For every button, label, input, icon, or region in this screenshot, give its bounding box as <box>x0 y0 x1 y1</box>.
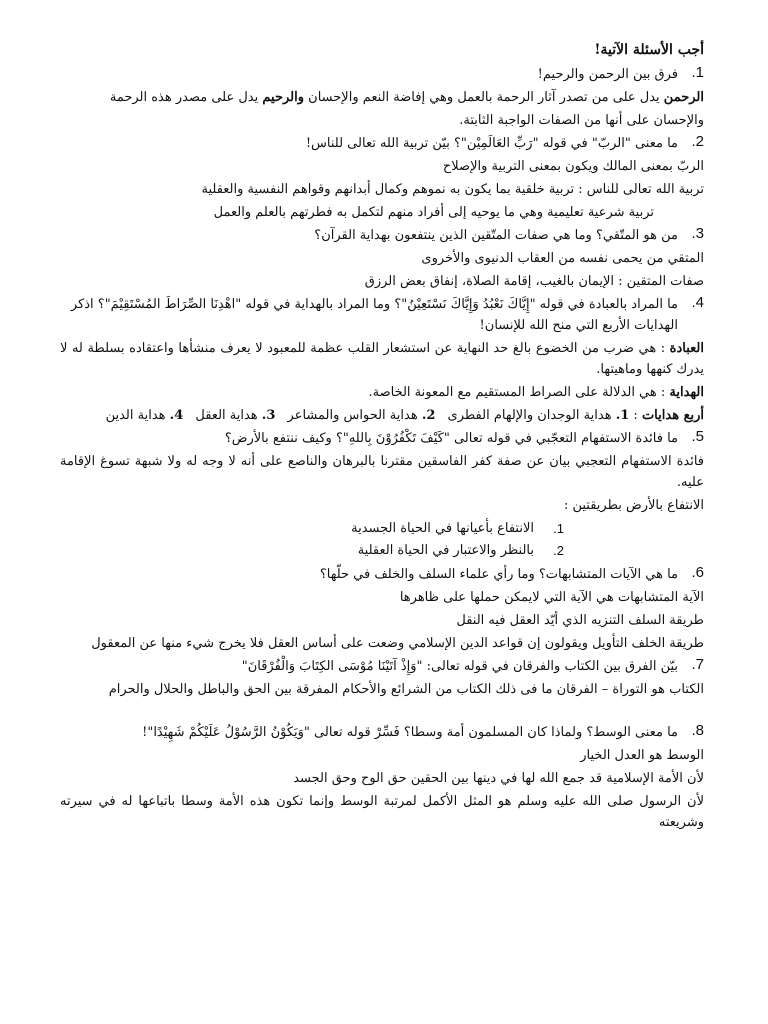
question-number: 5. <box>691 428 704 445</box>
answer-line: المتقي من يحمى نفسه من العقاب الدنيوى والأخروى <box>421 251 704 266</box>
question-number: 1. <box>691 64 704 81</box>
question-text: ما فائدة الاستفهام التعجّبي في قوله تعالى "كَيْفَ تَكْفُرُوْنَ بِاللهِ"؟ وكيف ننتفع بالأرض؟ <box>224 431 678 446</box>
term-ibada: العبادة <box>669 341 704 356</box>
question-1 <box>60 64 704 85</box>
answer-line: الآية المتشابهات هي الآية التي لايمكن حملها على ظاهرها <box>399 590 704 605</box>
question-text: من هو المتّقي؟ وما هي صفات المتّقين الذين ينتفعون بهداية القرآن؟ <box>314 228 678 243</box>
term-four-hidayat: أربع هدايات <box>641 408 704 423</box>
answer-line: طريقة السلف التنزيه الذي أيّد العقل فيه النقل <box>456 613 704 628</box>
answer-line <box>60 87 704 108</box>
numbered-list <box>60 518 704 562</box>
question-7 <box>60 656 704 677</box>
question-text: ما معنى "الربّ" في قوله "رَبِّ العَالَمِيْن"؟ بيّن تربية الله تعالى للناس! <box>305 136 678 151</box>
term-hidaya: الهداية <box>669 385 704 400</box>
question-number: 8. <box>691 722 704 739</box>
answer-line: لأن الأمة الإسلامية قد جمع الله لها في دينها بين الحقين حق الوح وحق الجسد <box>293 771 704 786</box>
question-number: 7. <box>691 656 704 673</box>
answer-line: تربية الله تعالى للناس : تربية خلقية بما يكون به نموهم وكمال أبدانهم وقواهم النفسية والعقلية <box>201 182 704 197</box>
question-3 <box>60 225 704 246</box>
term-rahim: والرحيم <box>262 90 305 105</box>
answer-text: : هي ضرب من الخضوع بالغ حد النهاية عن استشعار القلب عظمة للمعبود لا يعرف منشأها واعتقاده بسلطة له لا يدرك كنهها وماهيتها. <box>60 341 704 377</box>
spacer <box>60 702 704 722</box>
page-title: أجب الأسئلة الآتية! <box>594 42 704 58</box>
question-text: فرق بين الرحمن والرحيم! <box>537 67 678 82</box>
question-text: بيّن الفرق بين الكتاب والفرقان في قوله تعالى: "وَإِذْ آتَيْنَا مُوْسَى الكِتَابَ وَالْفُرْقَانَ" <box>241 659 678 674</box>
question-number: 2. <box>691 133 704 150</box>
answer-line: الكتاب هو التوراة – الفرقان ما فى ذلك الكتاب من الشرائع والأحكام المفرقة بين الحق والباطل والحلال والحرام <box>108 682 704 697</box>
question-8 <box>60 722 704 743</box>
hidaya-item-3: 3. هداية العقل <box>195 408 276 423</box>
question-6 <box>60 564 704 585</box>
answer-line: الوسط هو العدل الخيار <box>580 748 704 763</box>
term-rahman: الرحمن <box>663 90 704 105</box>
question-number: 4. <box>691 294 704 311</box>
question-text: ما معنى الوسط؟ ولماذا كان المسلمون أمة وسطا؟ فَسِّرْ قوله تعالى "وَيَكُوْنُ الرَّسُوْلُ عَلَيْكُمْ شَهِيْدًا"! <box>142 725 678 740</box>
answer-line: فائدة الاستفهام التعجبي بيان عن صفة كفر الفاسقين مقترنا بالبرهان والناصع على أنه لا وجه له ولا شبهة تسوغ الإقامة عليه. <box>60 454 704 490</box>
answer-hidaya <box>60 382 704 403</box>
question-text: ما هي الآيات المتشابهات؟ وما رأي علماء السلف والخلف في حلّها؟ <box>319 567 678 582</box>
answer-text: يدل على من تصدر آثار الرحمة بالعمل وهي إفاضة النعم والإحسان <box>304 90 664 105</box>
list-item: 2. بالنظر والاعتبار في الحياة العقلية <box>357 543 564 558</box>
answer-line: الربّ بمعنى المالك ويكون بمعنى التربية والإصلاح <box>442 159 704 174</box>
question-number: 6. <box>691 564 704 581</box>
hidaya-item-4: 4. هداية الدين <box>105 408 184 423</box>
four-hidayat: أربع هدايات : 1. هداية الوجدان والإلهام الفطرى 2. هداية الحواس والمشاعر 3. هداية العقل 4. هداية الدين <box>105 408 704 423</box>
answer-ibada <box>60 338 704 380</box>
list-item: 1. الانتفاع بأعيانها في الحياة الجسدية <box>351 521 564 536</box>
answer-line: الانتفاع بالأرض بطريقتين : <box>563 498 704 513</box>
question-text: ما المراد بالعبادة في قوله "إِيَّاكَ نَعْبُدُ وَإِيَّاكَ نَسْتَعِيْنُ"؟ وما المراد بالهداية في قوله "اهْدِنَا الصِّرَاطَ المُسْتَقِيْمَ"؟ اذكر الهدايات الأربع التي منح الله للإنسان! <box>70 297 678 333</box>
answer-text: يدل على مصدر هذه الرحمة <box>109 90 263 105</box>
answer-line: تربية شرعية تعليمية وهي ما يوحيه إلى أفراد منهم لتكمل به فطرتهم بالعلم والعمل <box>213 205 654 220</box>
hidaya-item-1: 1. هداية الوجدان والإلهام الفطرى <box>447 408 630 423</box>
answer-line: طريقة الخلف التأويل ويقولون إن قواعد الدين الإسلامي وضعت على أساس العقل فلا يخرج شيء منها عن المعقول <box>91 636 704 651</box>
answer-text: : هي الدلالة على الصراط المستقيم مع المعونة الخاصة. <box>368 385 670 400</box>
answer-line: لأن الرسول صلى الله عليه وسلم هو المثل الأكمل لمرتبة الوسط وإنما تكون هذه الأمة وسطا باتباعها له في سيرته وشريعته <box>60 794 704 830</box>
answer-line: صفات المتقين : الإيمان بالغيب، إقامة الصلاة، إنفاق بعض الرزق <box>364 274 704 289</box>
question-4 <box>60 294 704 336</box>
question-5 <box>60 428 704 449</box>
question-2 <box>60 133 704 154</box>
answer-line: والإحسان على أنها من الصفات الواجبة الثابتة. <box>459 113 704 128</box>
question-number: 3. <box>691 225 704 242</box>
hidaya-item-2: 2. هداية الحواس والمشاعر <box>287 408 436 423</box>
